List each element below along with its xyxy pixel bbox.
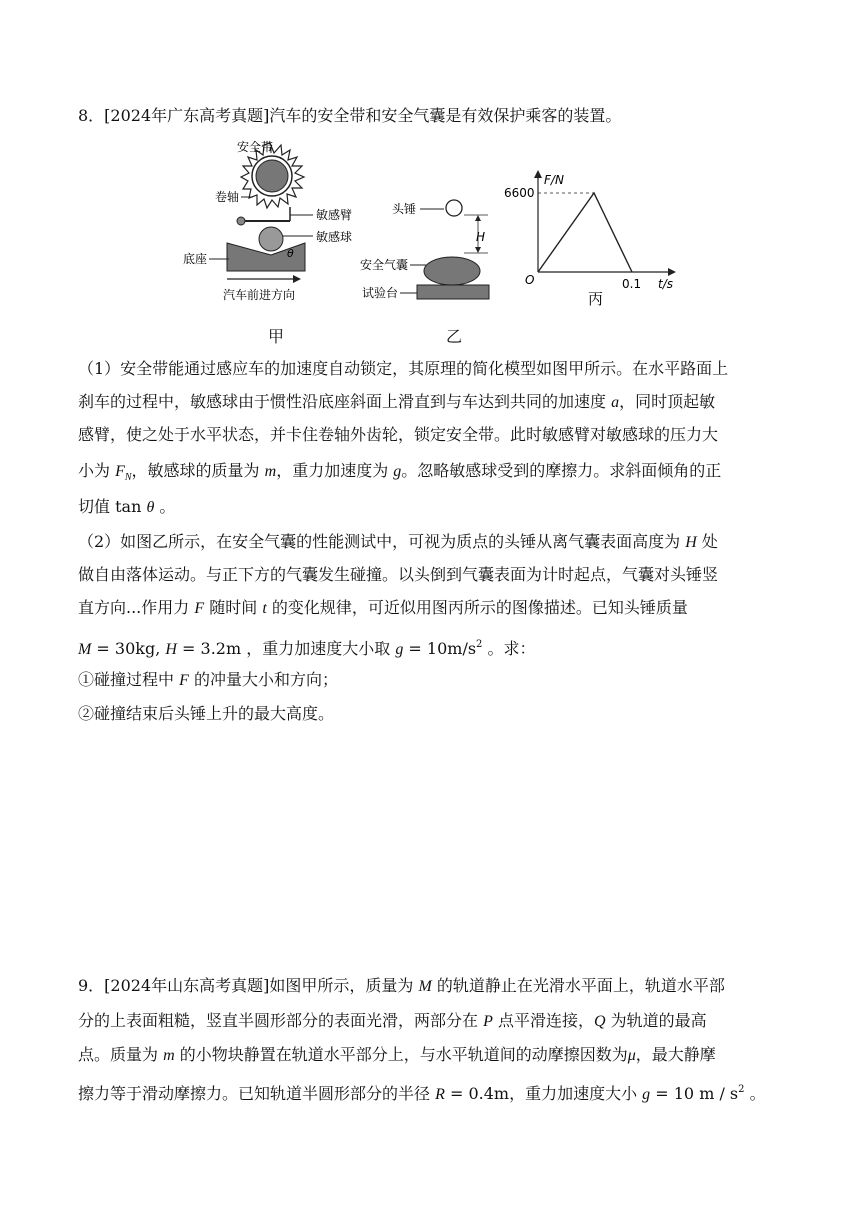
q9-line1 (78, 976, 725, 997)
var-m: m (264, 463, 277, 480)
var-F: F (194, 600, 205, 617)
text: ，重力加速度大小取 (241, 639, 396, 658)
q8-header: 8．[2024年广东高考真题]汽车的安全带和安全气囊是有效保护乘客的装置。 (78, 106, 622, 125)
text: 为轨道的最高 (605, 1011, 707, 1030)
caption-yi: 乙 (446, 327, 463, 346)
text: 的变化规律，可近似用图丙所示的图像描述。已知头锤质量 (266, 598, 688, 617)
text: 9．[2024年山东高考真题]如图甲所示，质量为 (78, 976, 419, 995)
var-M: M (78, 641, 92, 658)
q8-p2-line3 (78, 598, 688, 619)
label-base: 底座 (183, 252, 208, 266)
ytick-6600: 6600 (504, 186, 535, 200)
text: 。忽略敏感球受到的摩擦力。求斜面倾角的正 (401, 461, 722, 480)
text: 切值 (78, 497, 116, 516)
var-a: a (611, 394, 620, 411)
text: 。 (154, 497, 176, 516)
q8-p1-line1: （1）安全带能通过感应车的加速度自动锁定，其原理的简化模型如图甲所示。在水平路面上 (78, 359, 729, 378)
caption-jia: 甲 (268, 327, 285, 346)
superscript: 2 (476, 639, 483, 650)
figure-jia-seatbelt-sensor (175, 135, 353, 310)
superscript: 2 (738, 1084, 745, 1095)
text: 。 (744, 1084, 766, 1103)
q9-line4 (78, 1080, 766, 1105)
q8-p1-line2 (78, 392, 715, 413)
label-direction: 汽车前进方向 (223, 288, 296, 302)
text: ，敏感球的质量为 (131, 461, 265, 480)
var-g: g (642, 1086, 651, 1103)
q9-line2 (78, 1011, 707, 1032)
var-Q: Q (593, 1013, 606, 1030)
text: 直方向...作用力 (78, 598, 195, 617)
sensor-ball (259, 227, 283, 251)
text: = 10 m / s (650, 1084, 739, 1103)
var-g: g (395, 641, 404, 658)
text: 刹车的过程中，敏感球由于惯性沿底座斜面上滑直到与车达到共同的加速度 (78, 392, 612, 411)
var-t: t (262, 600, 267, 617)
var-F: F (115, 463, 125, 480)
test-table (417, 285, 489, 299)
label-reel: 卷轴 (215, 190, 240, 204)
q8-p2-line4 (78, 635, 536, 660)
text: 分的上表面粗糙，竖直半圆形部分的表面光滑，两部分在 (78, 1011, 484, 1030)
text: = 30kg, (91, 639, 166, 658)
label-arm: 敏感臂 (316, 208, 353, 222)
q8-p2-line1 (78, 532, 718, 553)
text: ，同时顶起敏 (619, 392, 716, 411)
label-table: 试验台 (362, 286, 399, 300)
label-theta: θ (287, 247, 294, 260)
label-hammer: 头锤 (392, 202, 417, 216)
text: = 10m/s (403, 639, 477, 658)
airbag (424, 257, 480, 285)
origin-label: O (525, 273, 535, 287)
text: 擦力等于滑动摩擦力。已知轨道半圆形部分的半径 (78, 1084, 436, 1103)
text: （2）如图乙所示，在安全气囊的性能测试中，可视为质点的头锤从离气囊表面高度为 (78, 532, 686, 551)
text: 的轨道静止在光滑水平面上，轨道水平部 (431, 976, 725, 995)
xtick-0-1: 0.1 (622, 277, 642, 291)
figure-yi-airbag-test (360, 195, 500, 305)
text: 。求： (482, 639, 536, 658)
text: ①碰撞过程中 (78, 670, 180, 689)
q8-p2-line2: 做自由落体运动。与正下方的气囊发生碰撞。以头倒到气囊表面为计时起点，气囊对头锤竖 (78, 565, 719, 584)
tan: tan (115, 497, 147, 516)
text: 处 (696, 532, 718, 551)
var-R: R (435, 1086, 445, 1103)
var-mu: μ (627, 1047, 636, 1064)
var-H: H (165, 641, 177, 658)
var-theta: θ (146, 499, 155, 516)
var-H: H (685, 534, 697, 551)
sub-N: N (124, 472, 132, 483)
text: = 0.4m (444, 1084, 510, 1103)
text: 的小物块静置在轨道水平部分上，与水平轨道间的动摩擦因数为 (174, 1045, 628, 1064)
text: 点。质量为 (78, 1045, 164, 1064)
var-F: F (179, 672, 189, 689)
text: 随时间 (204, 598, 263, 617)
text: ，重力加速度为 (276, 461, 394, 480)
var-g: g (393, 463, 402, 480)
label-belt: 安全带 (237, 140, 274, 154)
caption-bing: 丙 (588, 290, 604, 308)
hammer-ball (446, 200, 462, 216)
label-H: H (476, 230, 486, 244)
label-ball: 敏感球 (316, 230, 353, 244)
var-m: m (163, 1047, 175, 1064)
var-M: M (418, 978, 432, 995)
q8-p2-line6: ②碰撞结束后头锤上升的最大高度。 (78, 704, 335, 723)
force-curve (538, 193, 632, 272)
text: 点平滑连接， (492, 1011, 594, 1030)
figure-bing-force-time-graph (500, 168, 690, 308)
q8-p1-line3: 感臂，使之处于水平状态，并卡住卷轴外齿轮，锁定安全带。此时敏感臂对敏感球的压力大 (78, 425, 719, 444)
text: ，最大静摩 (635, 1045, 716, 1064)
q8-p1-line4 (78, 461, 721, 488)
label-airbag: 安全气囊 (360, 258, 409, 272)
text: = 3.2m (176, 639, 242, 658)
text: 小为 (78, 461, 116, 480)
var-P: P (483, 1013, 493, 1030)
ylabel: F/N (544, 173, 564, 187)
q8-p2-line5 (78, 670, 338, 691)
text: ，重力加速度大小 (509, 1084, 643, 1103)
xlabel: t/s (658, 277, 673, 291)
q8-p1-line5 (78, 497, 175, 518)
text: 的冲量大小和方向； (188, 670, 338, 689)
q9-line3 (78, 1045, 716, 1066)
